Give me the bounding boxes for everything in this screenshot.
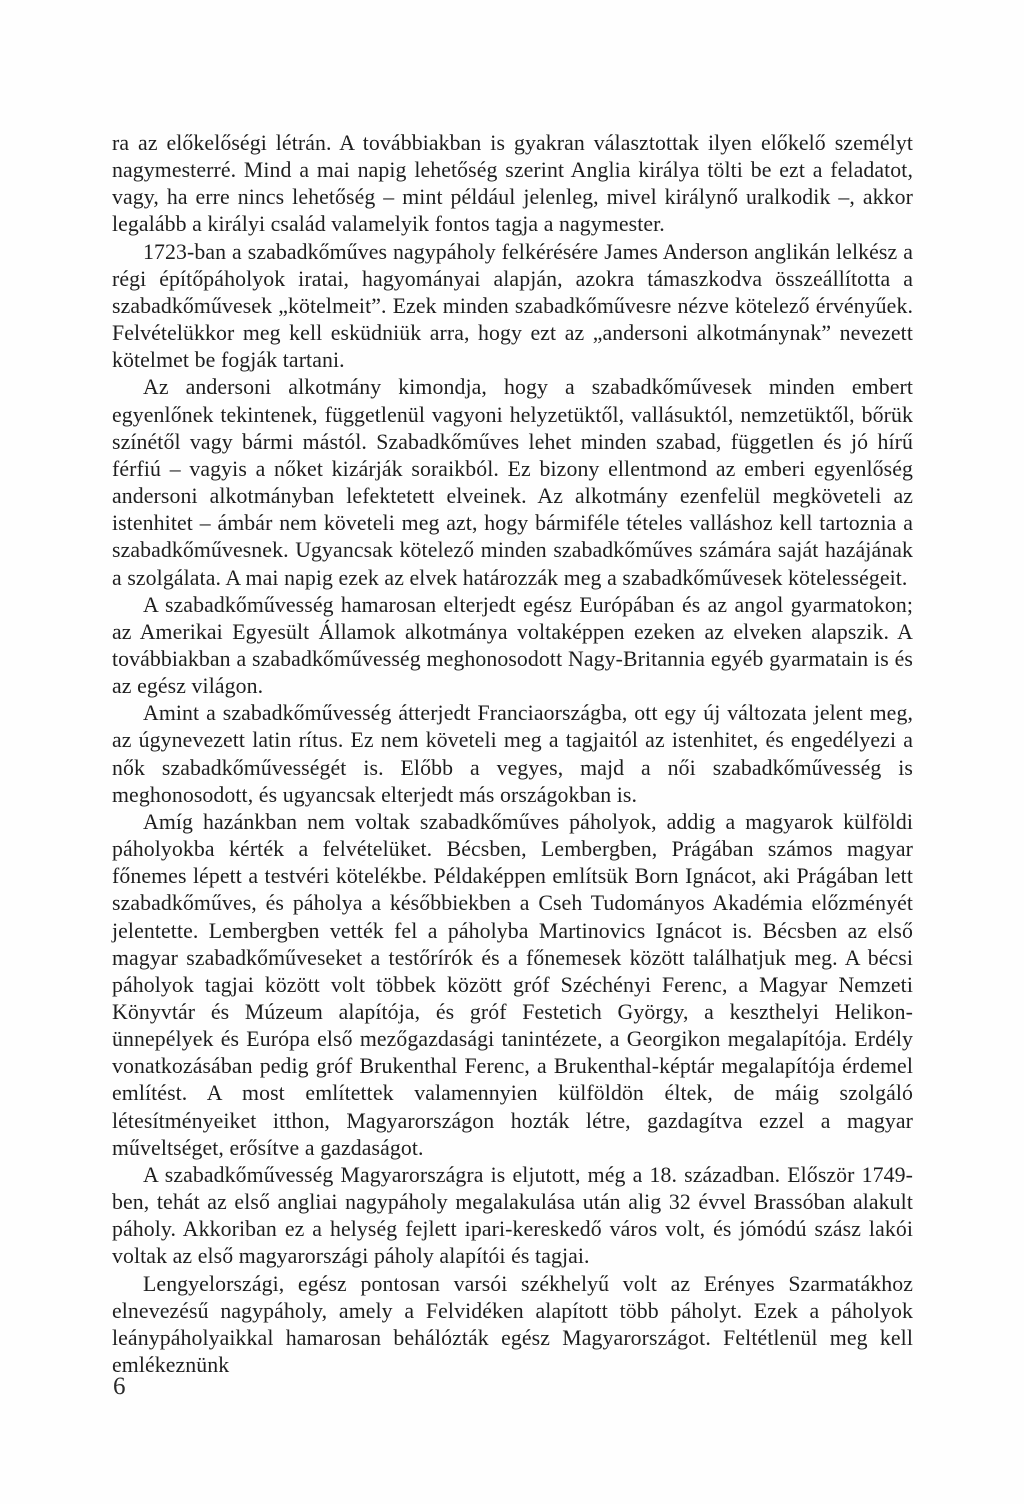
page-number: 6 (113, 1373, 126, 1400)
paragraph: Lengyelországi, egész pontosan varsói székhelyű volt az Erényes Szarmatákhoz elnevezésű nagypáholy, amely a Felvidéken alapított több páholyt. Ezek a páholyok leánypáholyaikkal hamarosan behálózták egész Magyarországot. Feltétlenül meg kell emlékeznünk (112, 1271, 913, 1378)
paragraph: Amint a szabadkőművesség átterjedt Franciaországba, ott egy új változata jelent meg, az úgynevezett latin rítus. Ez nem követeli meg a tagjaitól az istenhitet, és engedélyezi a nők szabadkőművességét is. Előbb a vegyes, majd a női szabadkőművesség is meghonosodott, és ugyancsak elterjedt más országokban is. (112, 701, 913, 807)
body-text (112, 130, 913, 1379)
paragraph: ra az előkelőségi létrán. A továbbiakban is gyakran választottak ilyen előkelő személyt nagymesterré. Mind a mai napig lehetőség szerint Anglia királya tölti be ezt a feladatot, vagy, ha erre nincs lehetőség – mint például jelenleg, mivel királynő uralkodik –, akkor legalább a királyi család valamelyik fontos tagja a nagymester. (112, 131, 913, 237)
paragraph: Amíg hazánkban nem voltak szabadkőműves páholyok, addig a magyarok külföldi páholyokba kérték a felvételüket. Bécsben, Lembergben, Prágában számos magyar főnemes lépett a testvéri kötelékbe. Példaképpen említsük Born Ignácot, aki Prágában lett szabadkőműves, és páholya a későbbiekben a Cseh Tudományos Akadémia előzményét jelentette. Lembergben vették fel a páholyba Martinovics Ignácot is. Bécsben az első magyar szabadkőműveseket a testőrírók és a főnemesek között találhatjuk meg. A bécsi páholyok tagjai között volt többek között gróf Széchényi Ferenc, a Magyar Nemzeti Könyvtár és Múzeum alapítója, és gróf Festetich György, a keszthelyi Helikon-ünnepélyek és Európa első mezőgazdasági tanintézete, a Georgikon megalapítója. Erdély vonatkozásában pedig gróf Brukenthal Ferenc, a Brukenthal-képtár megalapítója érdemel említést. A most említettek valamennyien külföldön éltek, de máig szolgáló létesítményeiket itthon, Magyarországon hozták létre, gazdagítva ezzel a magyar műveltséget, erősítve a gazdaságot. (112, 809, 913, 1160)
paragraph: 1723-ban a szabadkőműves nagypáholy felkérésére James Anderson anglikán lelkész a régi építőpáholyok iratai, hagyományai alapján, azokra támaszkodva összeállította a szabadkőművesek „kötelmeit”. Ezek minden szabadkőművesre nézve kötelező érvényűek. Felvételükkor meg kell esküdniük arra, hogy ezt az „andersoni alkotmánynak” nevezett kötelmet be fogják tartani. (112, 239, 913, 373)
paragraph: Az andersoni alkotmány kimondja, hogy a szabadkőművesek minden embert egyenlőnek tekintenek, függetlenül vagyoni helyzetüktől, vallásuktól, nemzetüktől, bőrük színétől vagy bármi mástól. Szabadkőműves lehet minden szabad, független és jó hírű férfiú – vagyis a nőket kizárják soraikból. Ez bizony ellentmond az emberi egyenlőség andersoni alkotmányban lefektetett elveinek. Az alkotmány ezenfelül megköveteli az istenhitet – ámbár nem követeli meg azt, hogy bármiféle tételes valláshoz kell tartoznia a szabadkőművesnek. Ugyancsak kötelező minden szabadkőműves számára saját hazájának a szolgálata. A mai napig ezek az elvek határozzák meg a szabadkőművesek kötelességeit. (112, 375, 913, 590)
paragraph: A szabadkőművesség hamarosan elterjedt egész Európában és az angol gyarmatokon; az Amerikai Egyesült Államok alkotmánya voltaképpen ezeken az elveken alapszik. A továbbiakban a szabadkőművesség meghonosodott Nagy-Britannia egyéb gyarmatain is és az egész világon. (112, 592, 913, 699)
paragraph: A szabadkőművesség Magyarországra is eljutott, még a 18. században. Először 1749-ben, tehát az első angliai nagypáholy megalakulása után alig 32 évvel Brassóban alakult páholy. Akkoriban ez a helység fejlett ipari-kereskedő város volt, és jómódú szász lakói voltak az első magyarországi páholy alapítói és tagjai. (112, 1162, 913, 1269)
